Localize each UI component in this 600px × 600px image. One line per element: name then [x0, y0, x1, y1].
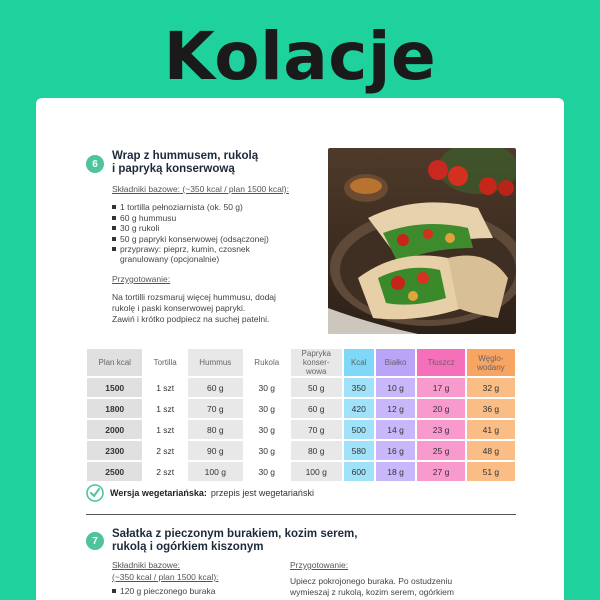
- col-plan-kcal: Plan kcal: [86, 348, 143, 377]
- col-papryka: Papryka konser- wowa: [290, 348, 343, 377]
- recipe-number-badge: 7: [86, 532, 104, 550]
- col-kcal: Kcal: [343, 348, 375, 377]
- col-tortilla: Tortilla: [143, 348, 186, 377]
- table-row: [86, 461, 516, 482]
- ingredient-item: przyprawy: pieprz, kumin, czosnek: [112, 244, 269, 255]
- table-cell: 600: [343, 461, 375, 482]
- section-divider: [86, 514, 516, 515]
- table-cell: 100 g: [290, 461, 343, 482]
- table-cell: 580: [343, 440, 375, 461]
- table-cell: 20 g: [416, 398, 465, 419]
- recipe-title-line: Wrap z hummusem, rukolą: [112, 150, 259, 162]
- ingredient-item: 50 g papryki konserwowej (odsączonej): [112, 234, 269, 245]
- table-cell: 500: [343, 419, 375, 440]
- preparation-text: [290, 576, 454, 598]
- table-cell: 48 g: [466, 440, 516, 461]
- recipe-title-line: rukolą i ogórkiem kiszonym: [112, 541, 264, 553]
- table-row: [86, 440, 516, 461]
- ingredients-list: [112, 202, 269, 255]
- ingredient-item: 1 tortilla pełnoziarnista (ok. 50 g): [112, 202, 269, 213]
- preparation-heading: Przygotowanie:: [112, 274, 171, 284]
- table-cell: 80 g: [187, 419, 244, 440]
- table-cell: 60 g: [290, 398, 343, 419]
- col-bialko: Białko: [375, 348, 417, 377]
- table-cell: 1 szt: [143, 377, 186, 398]
- recipe-card: [36, 98, 564, 600]
- table-cell: 30 g: [244, 440, 290, 461]
- table-header-row: [86, 348, 516, 377]
- recipe-title: [112, 528, 357, 554]
- nutrition-table: [86, 348, 516, 482]
- ingredients-heading: Składniki bazowe:: [112, 560, 181, 570]
- veg-check-icon: [86, 484, 104, 502]
- table-cell: 17 g: [416, 377, 465, 398]
- table-cell: 70 g: [187, 398, 244, 419]
- table-cell: 80 g: [290, 440, 343, 461]
- table-cell: 16 g: [375, 440, 417, 461]
- col-weglowodany: Węglo- wodany: [466, 348, 516, 377]
- table-cell: 14 g: [375, 419, 417, 440]
- table-row: [86, 377, 516, 398]
- ingredients-heading: Składniki bazowe: (~350 kcal / plan 1500 kcal):: [112, 184, 289, 194]
- preparation-line: rukolę i paski konserwowej papryki.: [112, 303, 246, 313]
- ingredients-heading-line2: (~350 kcal / plan 1500 kcal):: [112, 572, 219, 582]
- table-cell: 36 g: [466, 398, 516, 419]
- recipe-title-line: Sałatka z pieczonym burakiem, kozim serem,: [112, 528, 358, 540]
- table-cell: 1500: [86, 377, 143, 398]
- table-cell: 1 szt: [143, 419, 186, 440]
- table-cell: 25 g: [416, 440, 465, 461]
- table-cell: 2500: [86, 461, 143, 482]
- table-cell: 51 g: [466, 461, 516, 482]
- table-cell: 12 g: [375, 398, 417, 419]
- table-cell: 10 g: [375, 377, 417, 398]
- table-cell: 32 g: [466, 377, 516, 398]
- table-cell: 2 szt: [143, 440, 186, 461]
- ingredient-item: 60 g hummusu: [112, 213, 269, 224]
- col-tluszcz: Tłuszcz: [416, 348, 465, 377]
- recipe-number-badge: 6: [86, 155, 104, 173]
- preparation-heading: Przygotowanie:: [290, 560, 349, 570]
- table-cell: 30 g: [244, 377, 290, 398]
- ingredients-list: [112, 586, 215, 597]
- table-cell: 60 g: [187, 377, 244, 398]
- table-row: [86, 419, 516, 440]
- wrap-illustration: [328, 148, 516, 334]
- table-cell: 30 g: [244, 419, 290, 440]
- recipe-title-line: i papryką konserwową: [112, 163, 235, 175]
- col-hummus: Hummus: [187, 348, 244, 377]
- preparation-text: [112, 292, 276, 325]
- ingredient-item-continuation: granulowany (opcjonalnie): [120, 254, 220, 264]
- vegetarian-value: przepis jest wegetariański: [210, 488, 314, 498]
- recipe-title: [112, 150, 258, 176]
- table-cell: 2300: [86, 440, 143, 461]
- table-row: [86, 398, 516, 419]
- table-cell: 30 g: [244, 461, 290, 482]
- table-cell: 27 g: [416, 461, 465, 482]
- vegetarian-label: Wersja wegetariańska:: [110, 488, 207, 498]
- table-cell: 30 g: [244, 398, 290, 419]
- table-cell: 70 g: [290, 419, 343, 440]
- table-cell: 1 szt: [143, 398, 186, 419]
- table-cell: 350: [343, 377, 375, 398]
- table-cell: 90 g: [187, 440, 244, 461]
- preparation-line: Na tortilli rozsmaruj więcej hummusu, dodaj: [112, 292, 276, 302]
- table-cell: 2 szt: [143, 461, 186, 482]
- table-cell: 100 g: [187, 461, 244, 482]
- table-cell: 41 g: [466, 419, 516, 440]
- vegetarian-note: [86, 484, 314, 502]
- preparation-line: Upiecz pokrojonego buraka. Po ostudzeniu: [290, 576, 453, 586]
- ingredient-item: 120 g pieczonego buraka: [112, 586, 215, 597]
- preparation-line: Zawiń i krótko podpiecz na suchej patelni.: [112, 314, 270, 324]
- col-rukola: Rukola: [244, 348, 290, 377]
- table-cell: 420: [343, 398, 375, 419]
- table-cell: 2000: [86, 419, 143, 440]
- table-cell: 1800: [86, 398, 143, 419]
- ingredient-item: 30 g rukoli: [112, 223, 269, 234]
- page-title: Kolacje: [163, 18, 437, 95]
- preparation-line: wymieszaj z rukolą, kozim serem, ogórkiem: [290, 587, 454, 597]
- recipe-photo: [328, 148, 516, 334]
- table-cell: 18 g: [375, 461, 417, 482]
- table-cell: 50 g: [290, 377, 343, 398]
- table-cell: 23 g: [416, 419, 465, 440]
